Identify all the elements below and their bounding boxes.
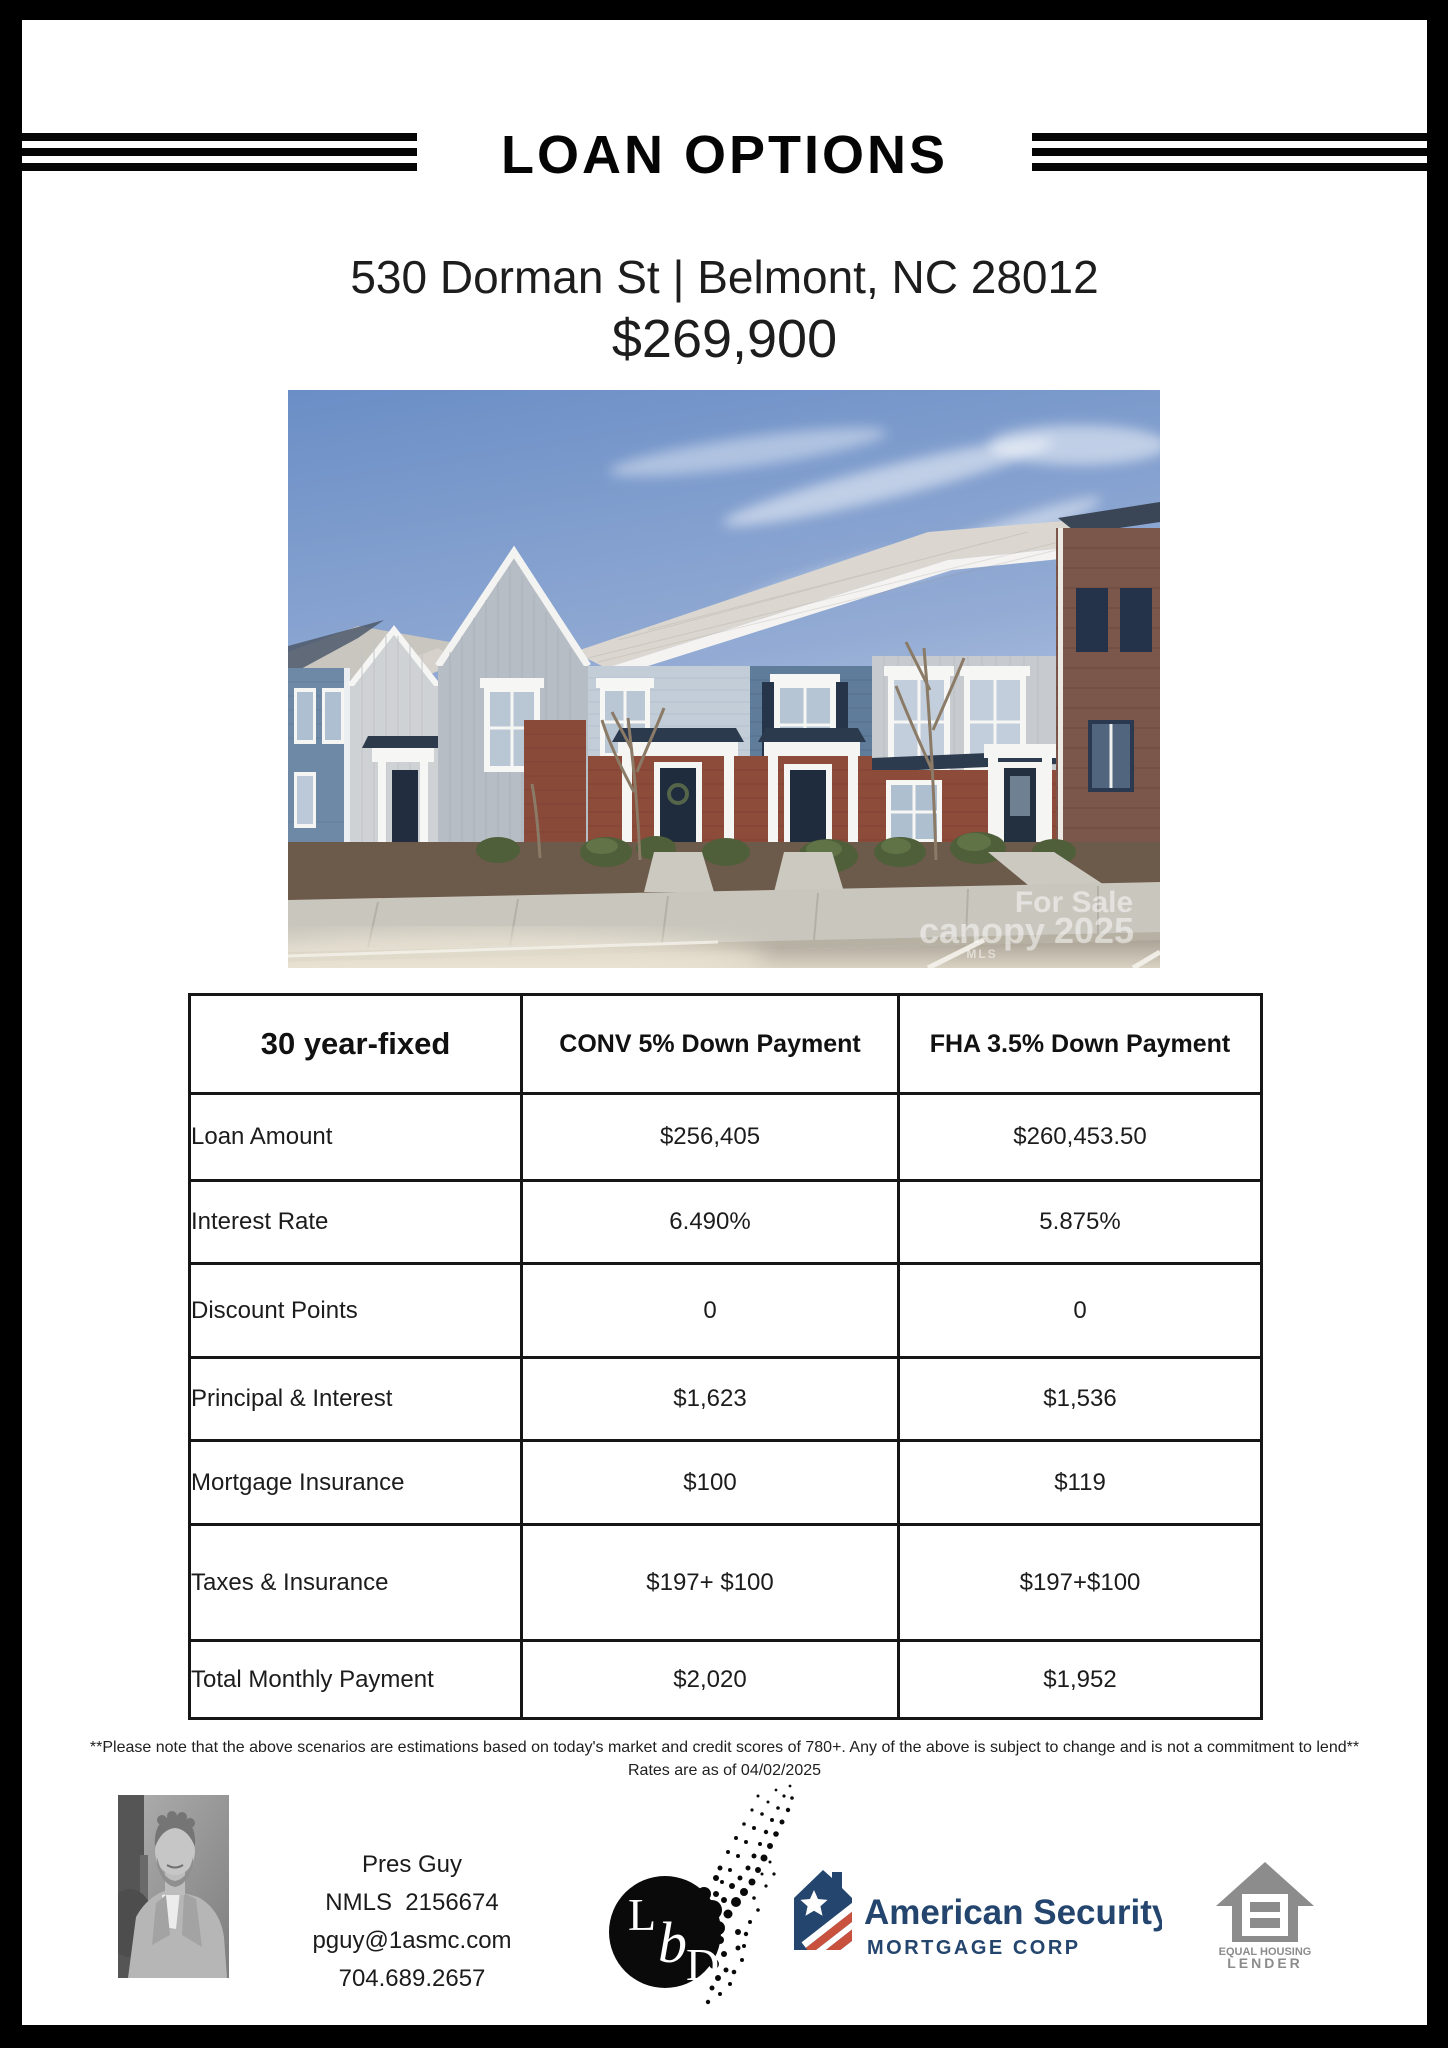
equal-housing-lender-logo <box>1210 1858 1320 1970</box>
property-photo <box>288 390 1160 968</box>
table-row <box>190 1441 1262 1525</box>
table-row <box>190 1525 1262 1641</box>
property-address: 530 Dorman St | Belmont, NC 28012 <box>350 251 1099 303</box>
watermark-year: 2025 <box>1053 910 1135 951</box>
loan-options-table <box>188 993 1263 1720</box>
table-header-fha: FHA 3.5% Down Payment <box>899 995 1262 1094</box>
conv-value: $197+ $100 <box>522 1525 899 1641</box>
agent-nmls: NMLS 2156674 <box>325 1889 499 1916</box>
row-label: Total Monthly Payment <box>190 1641 522 1719</box>
conv-value: $256,405 <box>522 1094 899 1181</box>
fha-value: 5.875% <box>899 1181 1262 1264</box>
fha-value: $119 <box>899 1441 1262 1525</box>
table-row <box>190 1264 1262 1358</box>
asm-name: American Security <box>864 1893 1162 1932</box>
fha-value: $197+$100 <box>899 1525 1262 1641</box>
table-header-conv: CONV 5% Down Payment <box>522 995 899 1094</box>
asm-subtitle: MORTGAGE CORP <box>867 1937 1081 1959</box>
table-row <box>190 1181 1262 1264</box>
conv-value: 0 <box>522 1264 899 1358</box>
listing-price: $269,900 <box>611 309 838 369</box>
conv-value: $1,623 <box>522 1358 899 1441</box>
watermark-for-sale: For Sale <box>1014 886 1134 919</box>
row-label: Interest Rate <box>190 1181 522 1264</box>
row-label: Mortgage Insurance <box>190 1441 522 1525</box>
watermark-mls: MLS <box>966 947 998 961</box>
agent-phone: 704.689.2657 <box>338 1965 486 1992</box>
lbd-letter-l: L <box>628 1889 657 1940</box>
row-label: Principal & Interest <box>190 1358 522 1441</box>
disclaimer-line2: Rates are as of 04/02/2025 <box>627 1762 822 1779</box>
conv-value: $2,020 <box>522 1641 899 1719</box>
agent-headshot <box>118 1795 229 1978</box>
american-security-logo <box>792 1866 1162 1971</box>
lbd-letter-d: D <box>686 1939 720 1990</box>
conv-value: $100 <box>522 1441 899 1525</box>
watermark-canopy: canopy <box>918 910 1046 951</box>
agent-name: Pres Guy <box>361 1851 463 1878</box>
disclaimer <box>22 1736 1427 1782</box>
table-header-term: 30 year-fixed <box>190 995 522 1094</box>
agent-contact <box>262 1846 562 1998</box>
page-title: LOAN OPTIONS <box>500 125 948 185</box>
row-label: Discount Points <box>190 1264 522 1358</box>
table-row <box>190 1641 1262 1719</box>
conv-value: 6.490% <box>522 1181 899 1264</box>
fha-value: $260,453.50 <box>899 1094 1262 1181</box>
ehl-line2: LENDER <box>1227 1955 1303 1970</box>
fha-value: $1,952 <box>899 1641 1262 1719</box>
table-row <box>190 1094 1262 1181</box>
disclaimer-line1: **Please note that the above scenarios are estimations based on today's market and credit scores of 780+. Any of the above is subject to change and is not a commitment to lend** <box>89 1739 1360 1756</box>
lbd-letter-b: b <box>658 1910 687 1975</box>
fha-value: 0 <box>899 1264 1262 1358</box>
table-row <box>190 1358 1262 1441</box>
table-header-row <box>190 995 1262 1094</box>
fha-value: $1,536 <box>899 1358 1262 1441</box>
agent-email: pguy@1asmc.com <box>312 1927 512 1954</box>
flyer-page <box>22 20 1427 2025</box>
row-label: Taxes & Insurance <box>190 1525 522 1641</box>
row-label: Loan Amount <box>190 1094 522 1181</box>
ehl-line1: EQUAL HOUSING <box>1218 1946 1312 1958</box>
lbd-logo <box>562 1782 797 2022</box>
